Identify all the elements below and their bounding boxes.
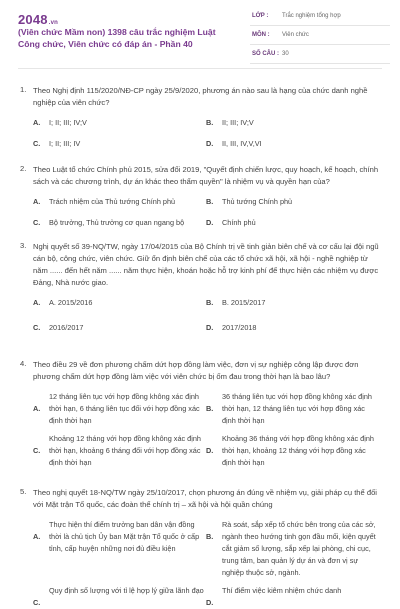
- option-text: Trách nhiệm của Thủ tướng Chính phủ: [49, 197, 176, 206]
- option-a[interactable]: [33, 391, 206, 427]
- option-text: Khoảng 36 tháng với hợp đồng không xác định thời hạn, khoảng 12 tháng với hợp đồng xác định thời hạn: [222, 434, 374, 467]
- option-d[interactable]: [206, 433, 379, 469]
- option-c[interactable]: [33, 585, 206, 607]
- option-d[interactable]: [206, 585, 379, 607]
- option-d[interactable]: [206, 138, 379, 150]
- meta-key: SỐ CÂU :: [252, 51, 279, 57]
- option-text: Bộ trưởng, Thủ trưởng cơ quan ngang bộ: [49, 218, 185, 227]
- question-text: Nghị quyết số 39-NQ/TW, ngày 17/04/2015 của Bộ Chính trị về tinh giản biên chế và cơ cấu lại đội ngũ cán bộ, công chức, viên chức. Giữ ổn định biên chế của các tổ chức xã hội, xã hội - nghề nghiệp từ năm ...... đến hết năm ...... năm thực hiện, khoán hoặc hỗ trợ kinh phí để thực hiện các nhiệm vụ được Đảng, Nhà nước giao.: [33, 242, 379, 287]
- question-text: Theo nghị quyết 18-NQ/TW ngày 25/10/2017, chọn phương án đúng về nhiệm vụ, giải pháp cụ thể đối với Mặt trận Tổ quốc, các đoàn thể chính trị – xã hội và hội quần chúng: [33, 488, 377, 509]
- question-number: 5.: [20, 487, 27, 496]
- meta-key: MÔN :: [252, 32, 270, 38]
- option-letter: C.: [33, 446, 41, 455]
- option-c[interactable]: [33, 433, 206, 469]
- meta-panel: [250, 10, 390, 67]
- question-text: Theo điều 29 về đơn phương chấm dứt hợp đồng làm việc, đơn vị sự nghiệp công lập được đơn phương chấm dứt hợp đồng làm việc với viên chức bị ốm đau trong thời hạn là bao lâu?: [33, 360, 359, 381]
- option-text: A. 2015/2016: [49, 298, 93, 307]
- option-text: Quy định số lượng với tỉ lệ hợp lý giữa lãnh đạo: [49, 586, 204, 595]
- question-options: [33, 391, 380, 469]
- question-number: 4.: [20, 359, 27, 368]
- meta-value: Trắc nghiệm tổng hợp: [282, 13, 341, 19]
- meta-row-subject: [250, 29, 390, 45]
- option-a[interactable]: [33, 519, 206, 579]
- option-b[interactable]: [206, 196, 379, 208]
- question-number: 2.: [20, 164, 27, 173]
- question-options: [33, 519, 380, 607]
- option-letter: B.: [206, 532, 214, 541]
- option-b[interactable]: [206, 297, 379, 309]
- option-text: 2016/2017: [49, 323, 84, 332]
- question-text: Theo Nghị định 115/2020/NĐ-CP ngày 25/9/2020, phương án nào sau là hạng của chức danh nghề nghiệp của viên chức?: [33, 86, 368, 107]
- option-letter: C.: [33, 323, 41, 332]
- option-letter: B.: [206, 298, 214, 307]
- question-1: [20, 85, 380, 150]
- option-text: Thủ tướng Chính phủ: [222, 197, 293, 206]
- option-text: I; II; III; IV;V: [49, 118, 87, 127]
- option-letter: C.: [33, 598, 41, 607]
- option-text: Khoảng 12 tháng với hợp đồng không xác định thời hạn, khoảng 6 tháng đối với hợp đồng xác định thời hạn: [49, 434, 201, 467]
- option-a[interactable]: [33, 297, 206, 309]
- option-c[interactable]: [33, 217, 206, 229]
- question-5: [20, 487, 380, 607]
- question-2: [20, 164, 380, 229]
- option-text: Rà soát, sắp xếp tổ chức bên trong của các sở, ngành theo hướng tinh gọn đầu mối, kiện quyết cắt giảm số lượng, sắp xếp lại phòng, chi cục, trung tâm, ban quản lý dự án và đơn vị sự nghiệp thuộc sở, ngành.: [222, 520, 376, 577]
- page-header: [0, 0, 400, 64]
- question-text: Theo Luật tổ chức Chính phủ 2015, sửa đổi 2019, "Quyết định chiến lược, quy hoạch, kế hoạch, chính sách và các chương trình, dự án khác theo thẩm quyền" là nhiệm vụ và quyền hạn của?: [33, 165, 379, 186]
- option-letter: D.: [206, 446, 214, 455]
- option-letter: A.: [33, 532, 41, 541]
- meta-key: LỚP :: [252, 13, 269, 19]
- option-d[interactable]: [206, 322, 379, 334]
- meta-value: Viên chức: [282, 32, 309, 38]
- option-letter: A.: [33, 197, 41, 206]
- document-title: (Viên chức Mầm non) 1398 câu trắc nghiệm Luật Công chức, Viên chức có đáp án - Phần 40: [18, 27, 216, 49]
- question-4: [20, 359, 380, 469]
- option-letter: A.: [33, 118, 41, 127]
- option-text: Chính phủ: [222, 218, 256, 227]
- option-c[interactable]: [33, 322, 206, 334]
- option-text: II, III, IV,V,VI: [222, 139, 262, 148]
- option-letter: A.: [33, 404, 41, 413]
- option-letter: D.: [206, 218, 214, 227]
- option-text: Thực hiện thí điểm trưởng ban dân vận đồng thời là chủ tịch Ủy ban Mặt trận Tổ quốc ở cấp tỉnh, cấp huyện những nơi đủ điều kiện: [49, 520, 200, 553]
- option-letter: D.: [206, 323, 214, 332]
- option-letter: A.: [33, 298, 41, 307]
- option-text: I; II; III; IV: [49, 139, 81, 148]
- option-text: II; III; IV;V: [222, 118, 254, 127]
- option-text: B. 2015/2017: [222, 298, 266, 307]
- question-3: [20, 241, 380, 334]
- option-a[interactable]: [33, 117, 206, 129]
- option-text: 36 tháng liên tục với hợp đồng không xác định thời hạn, 12 tháng liên tục với hợp đồng xác định thời hạn: [222, 392, 372, 425]
- option-b[interactable]: [206, 519, 379, 579]
- option-b[interactable]: [206, 391, 379, 427]
- option-letter: C.: [33, 139, 41, 148]
- option-letter: D.: [206, 139, 214, 148]
- question-options: [33, 196, 380, 229]
- logo-main: 2048: [18, 12, 48, 27]
- option-letter: B.: [206, 404, 214, 413]
- meta-row-count: [250, 48, 390, 64]
- option-letter: B.: [206, 118, 214, 127]
- option-d[interactable]: [206, 217, 379, 229]
- option-letter: B.: [206, 197, 214, 206]
- question-number: 3.: [20, 241, 27, 250]
- meta-row-class: [250, 10, 390, 26]
- logo-sub: .vn: [48, 20, 59, 26]
- option-text: 2017/2018: [222, 323, 257, 332]
- site-logo[interactable]: [18, 12, 58, 27]
- question-options: [33, 297, 380, 334]
- question-options: [33, 117, 380, 150]
- option-c[interactable]: [33, 138, 206, 150]
- option-b[interactable]: [206, 117, 379, 129]
- option-text: 12 tháng liên tục với hợp đồng không xác định thời hạn, 6 tháng liên tục đối với hợp đồng xác định thời hạn: [49, 392, 200, 425]
- header-divider: [18, 68, 382, 69]
- option-text: Thí điểm việc kiêm nhiệm chức danh: [222, 586, 342, 595]
- option-letter: C.: [33, 218, 41, 227]
- option-a[interactable]: [33, 196, 206, 208]
- option-letter: D.: [206, 598, 214, 607]
- meta-value: 30: [282, 51, 289, 57]
- question-number: 1.: [20, 85, 27, 94]
